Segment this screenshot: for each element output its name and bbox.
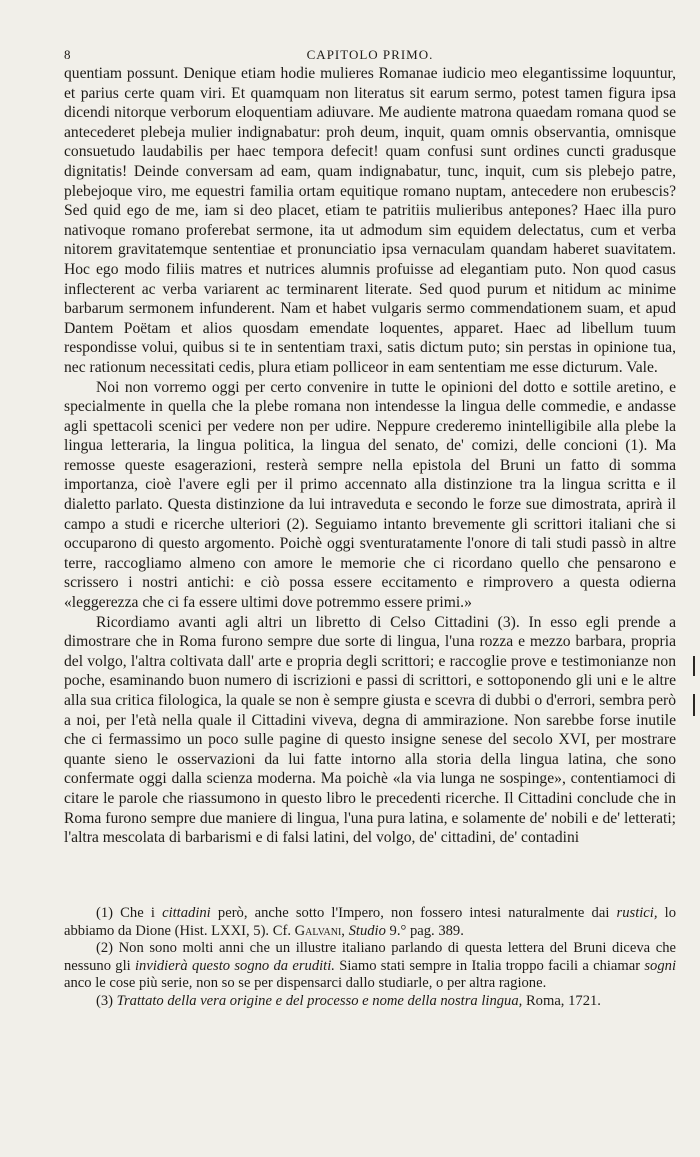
page-number: 8 — [64, 47, 72, 62]
cittadini-paragraph: Ricordiamo avanti agli altri un libretto di Celso Cittadini (3). In esso egli prende a dimostrare che in Roma furono sempre due sorte di lingua, l'una rozza e mezzo barbara, propria del volgo, l'altra coltivata dall' arte e propria degli scrittori; e raccoglie prove e testimonianze non poche, esaminando buon numero di iscrizioni e passi di scrittori, e sottoponendo gli uni e le altre alla sua critica filologica, la quale se non è sempre giusta e scevra di dubbi o d'errori, sembra però a noi, per l'età nella quale il Cittadini viveva, degna di ammirazione. Non sarebbe forse inutile che ci fermassimo un poco sulle pagine di questo insigne senese del secolo XVI, per mostrare quante sieno le osservazioni da lui fatte intorno alla storia della lingua latina, che sono confermate oggi dalla scienza moderna. Ma poichè «la via lunga ne sospinge», contentiamoci di citare le parole che riassumono in questo libro le precedenti ricerche. Il Cittadini conclude che in Roma furono sempre due maniere di lingua, l'una pura latina, e solamente de' nobili e de' letterati; l'altra mescolata di barbarismi e di falsi latini, del volgo, de' cittadini, de' contadini — [64, 613, 676, 847]
chapter-title: CAPITOLO PRIMO. — [306, 47, 434, 62]
footnote-1: (1) Che i cittadini però, anche sotto l'Impero, non fossero intesi naturalmente dai rustici, lo abbiamo da Dione (Hist. LXXI, 5). Cf. Galvani, Studio 9.° pag. 389. — [64, 905, 677, 939]
footnote-2: (2) Non sono molti anni che un illustre italiano parlando di questa lettera del Bruni diceva che nessuno gli invidierà questo sogno da eruditi. Siamo stati sempre in Italia troppo facili a chiamar sogni anco le cose più serie, non so se per dispensarci dallo studiarle, o per altra ragione. — [64, 940, 676, 992]
footnotes — [64, 905, 676, 1011]
main-text — [64, 64, 676, 848]
footnote-3: (3) Trattato della vera origine e del processo e nome della nostra lingua, Roma, 1721. — [96, 992, 601, 1009]
margin-mark — [693, 656, 695, 676]
margin-mark — [693, 694, 695, 716]
latin-quotation-paragraph: quentiam possunt. Denique etiam hodie mulieres Romanae iudicio meo elegantissime loquuntur, et parius certe quam viri. Et quamquam non literatus sit earum sermo, potest tamen figura ipsa dicendi nitorque verborum eloquentiam adiuvare. Me audiente matrona quaedam romana quod se antecederet plebeja mulier indignabatur: proh deum, inquit, quam omnis observantia, omnisque consuetudo laudabilis per haec tempora defecit! quam confusi sunt ordines cuncti gradusque dignitatis! Deinde conversam ad eam, quam indignabatur, tunc, inquit, cum sis plebejo patre, plebejoque viro, me equestri familia ortam equitique romano nuptam, antecedere non erubescis? Sed quid ego de me, iam si deo placet, etiam te patritiis mulieribus antepones? Haec illa puro nativoque romano proferebat sermone, ita ut admodum sim equidem delectatus, cum et verba nitorem gravitatemque sententiae et pronunciatio ipsa vernaculam quandam haberet suavitatem. Hoc ego modo filiis matres et nutrices alumnis profuisse ad elegantiam puto. Non quod casus inflecterent ac verba variarent ac terminarent literate. Sed quod purum et nitidum ac minime barbarum sermonem infunderent. Nam et habet vulgaris sermo commendationem suam, et apud Dantem Poëtam et alios quosdam emendate loquentes, apparet. Haec ad libellum tuum respondisse volui, quibus si te in sententiam traxi, satis dictum puto; sin perstas in opinione tua, nec rationum necessitati cedis, plura etiam polliceor in eam sententiam me esse dicturum. Vale. — [64, 65, 676, 376]
running-head — [64, 47, 676, 65]
commentary-paragraph: Noi non vorremo oggi per certo convenire in tutte le opinioni del dotto e sottile aretino, e specialmente in quella che la plebe romana non intendesse la lingua delle commedie, e andasse agli spettacoli scenici per vedere non per udire. Neppure crederemo inintelligibile alla plebe la lingua letteraria, la lingua politica, la lingua del senato, de' comizi, delle concioni (1). Ma remosse queste esagerazioni, resterà sempre nella epistola del Bruni un fatto di somma importanza, cioè l'avere egli per il primo accennato alla distinzione tra la lingua scritta e il dialetto parlato. Questa distinzione da lui intraveduta e secondo le forze sue dimostrata, aprirà il campo a studi e ricerche ulteriori (2). Seguiamo intanto brevemente gli scrittori italiani che si occuparono di questo argomento. Poichè oggi sventuratamente l'onore di tali studi passò in altre terre, raccogliamo almeno con amore le memorie che ci ricordano quello che pensarono e scrissero i nostri antichi: e ciò possa essere eccitamento e rimprovero a questa odierna «leggerezza che ci fa essere ultimi dove potremmo essere primi.» — [64, 378, 676, 612]
